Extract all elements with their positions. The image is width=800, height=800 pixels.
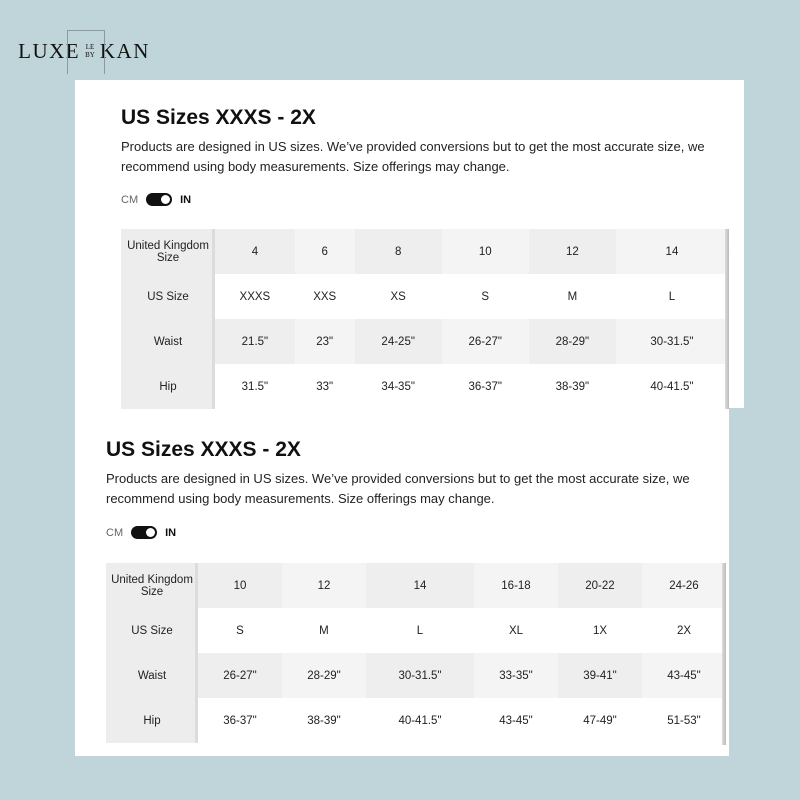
table-cell: 38-39"	[307, 714, 341, 727]
table-cell: 20-22	[558, 563, 642, 608]
logo-frame	[67, 30, 105, 74]
bottom-unit-cm-label: CM	[106, 526, 124, 539]
table-row	[121, 229, 728, 274]
table-cell: 16-18	[474, 563, 558, 608]
top-chart-title: US Sizes XXXS - 2X	[121, 106, 316, 129]
top-chart-description: Products are designed in US sizes. We’ve provided conversions but to get the most accurate size, we recommend using body measurements. Size offerings may change.	[121, 139, 705, 174]
row-label-us: US Size	[121, 274, 215, 319]
table-row	[121, 319, 728, 364]
row-label-hip: Hip	[121, 364, 215, 409]
table-row	[121, 364, 728, 409]
table-cell: 43-45"	[499, 714, 533, 727]
top-unit-cm-label: CM	[121, 193, 139, 206]
table-cell: 30-31.5"	[366, 653, 474, 698]
top-unit-in-label: IN	[180, 193, 192, 206]
row-label-hip: Hip	[106, 698, 198, 743]
top-unit-toggle[interactable]	[146, 193, 172, 206]
table-cell: S	[236, 624, 244, 637]
table-cell: 14	[366, 563, 474, 608]
row-label-uk: United Kingdom Size	[106, 563, 198, 608]
table-cell: 39-41"	[558, 653, 642, 698]
table-cell: XL	[508, 624, 524, 637]
table-cell: 12	[282, 563, 366, 608]
table-cell: XS	[390, 290, 406, 303]
bottom-unit-in-label: IN	[165, 526, 177, 539]
logo-monogram-bottom: BY	[85, 51, 95, 59]
table-row	[121, 274, 728, 319]
table-cell: 40-41.5"	[650, 380, 694, 393]
table-cell: 31.5"	[241, 380, 269, 393]
table-cell: 14	[616, 229, 728, 274]
row-label-us: US Size	[106, 608, 198, 653]
table-row	[106, 563, 726, 608]
table-cell: M	[567, 290, 578, 303]
table-cell: 26-27"	[442, 319, 529, 364]
bottom-chart-description: Products are designed in US sizes. We’ve provided conversions but to get the most accurate size, we recommend using body measurements. Size offerings may change.	[106, 471, 690, 506]
table-cell: M	[319, 624, 329, 637]
table-cell: 36-37"	[223, 714, 257, 727]
table-cell: 26-27"	[198, 653, 282, 698]
table-cell: XXS	[313, 290, 337, 303]
table-cell: 8	[355, 229, 442, 274]
bottom-unit-toggle[interactable]	[131, 526, 157, 539]
table-cell: 28-29"	[282, 653, 366, 698]
row-label-waist: Waist	[121, 319, 215, 364]
bottom-chart-title: US Sizes XXXS - 2X	[106, 438, 301, 461]
top-table-scroll-edge	[725, 229, 729, 409]
table-cell: 4	[215, 229, 295, 274]
table-cell: 33"	[316, 380, 334, 393]
bottom-table-scroll-edge	[722, 563, 726, 745]
table-cell: 47-49"	[583, 714, 617, 727]
table-cell: 28-29"	[529, 319, 616, 364]
brand-logo	[5, 30, 163, 72]
table-cell: 33-35"	[474, 653, 558, 698]
top-unit-toggle-row	[121, 193, 191, 206]
table-cell: 43-45"	[642, 653, 726, 698]
table-cell: S	[481, 290, 490, 303]
table-cell: 12	[529, 229, 616, 274]
table-cell: 38-39"	[555, 380, 590, 393]
table-cell: 23"	[295, 319, 355, 364]
logo-word-left: LUXE	[18, 38, 81, 63]
table-row	[106, 698, 726, 743]
table-cell: 34-35"	[381, 380, 415, 393]
logo-monogram-top: LE	[85, 43, 95, 51]
top-size-table	[121, 229, 728, 409]
table-cell: XXXS	[239, 290, 271, 303]
table-cell: 51-53"	[667, 714, 701, 727]
table-cell: 1X	[592, 624, 608, 637]
logo-word-right: KAN	[99, 38, 150, 63]
toggle-knob	[146, 528, 155, 537]
table-row	[106, 653, 726, 698]
table-cell: 30-31.5"	[616, 319, 728, 364]
table-cell: L	[416, 624, 424, 637]
bottom-size-table	[106, 563, 726, 743]
table-row	[106, 608, 726, 653]
table-cell: 21.5"	[215, 319, 295, 364]
table-cell: 24-26	[642, 563, 726, 608]
table-cell: 10	[442, 229, 529, 274]
table-cell: 10	[198, 563, 282, 608]
row-label-waist: Waist	[106, 653, 198, 698]
row-label-uk: United Kingdom Size	[121, 229, 215, 274]
table-cell: 40-41.5"	[398, 714, 442, 727]
table-cell: 36-37"	[468, 380, 503, 393]
bottom-unit-toggle-row	[106, 526, 176, 539]
table-cell: 6	[295, 229, 355, 274]
toggle-knob	[161, 195, 170, 204]
table-cell: 2X	[676, 624, 692, 637]
table-cell: L	[668, 290, 676, 303]
table-cell: 24-25"	[355, 319, 442, 364]
